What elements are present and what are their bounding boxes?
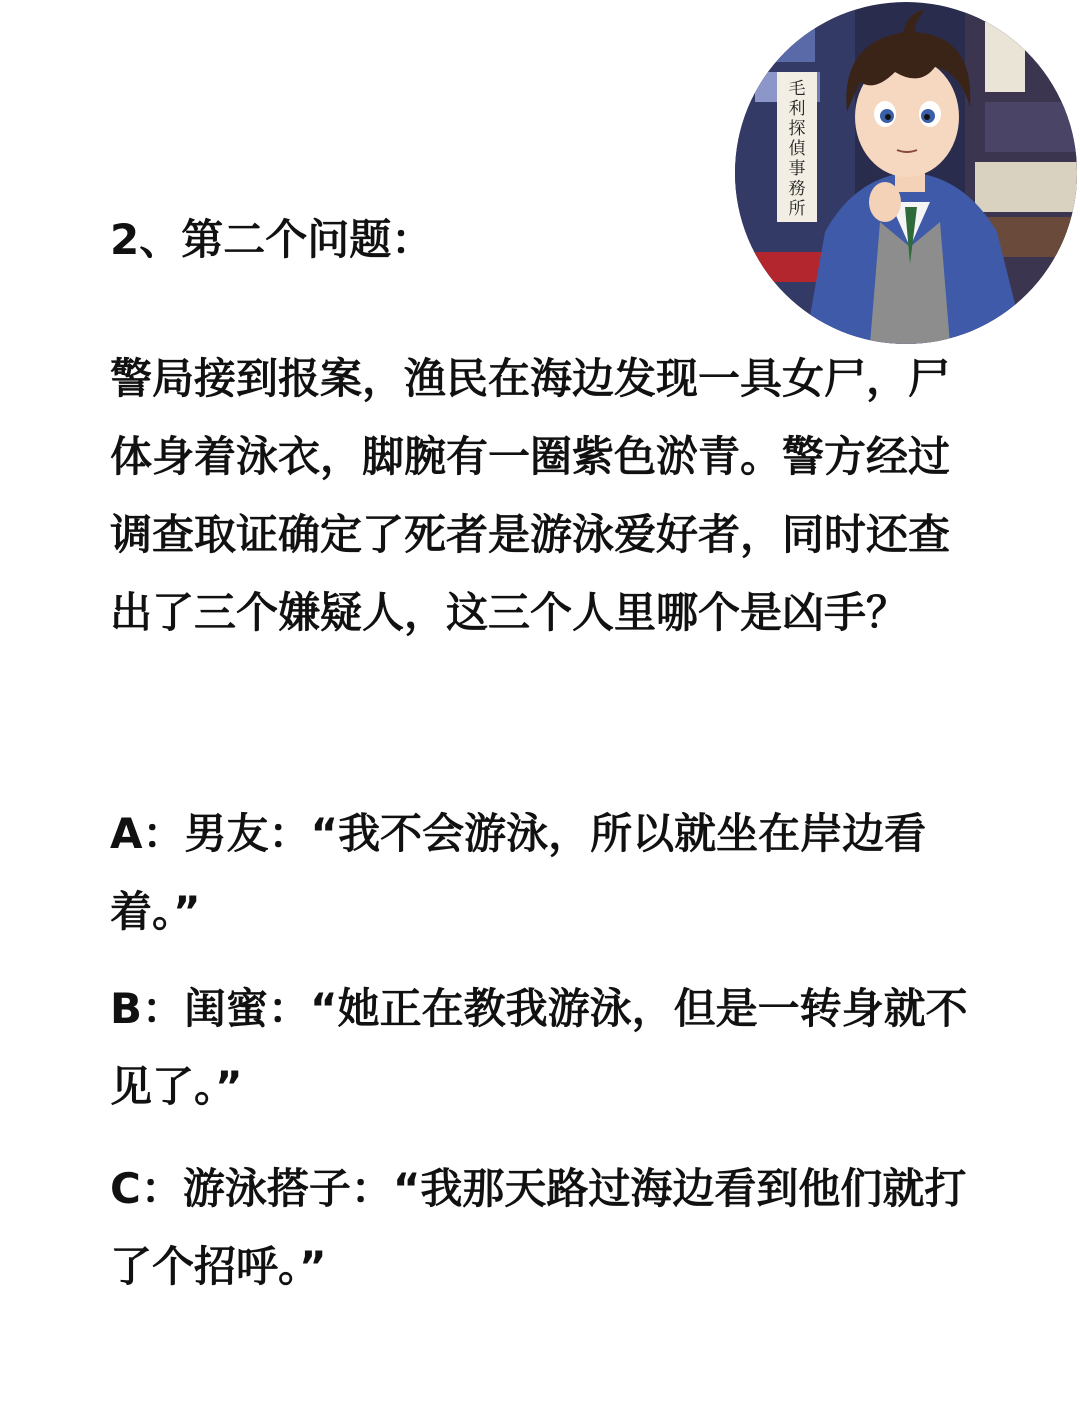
sign-char: 探 — [788, 119, 806, 139]
sign-char: 所 — [788, 199, 806, 219]
sign-char: 事 — [788, 159, 806, 179]
section-heading: 2、第二个问题： — [110, 215, 434, 264]
option-b: B：闺蜜：“她正在教我游泳，但是一转身就不见了。” — [110, 984, 968, 1111]
sign-char: 利 — [788, 99, 806, 119]
case-description: 警局接到报案，渔民在海边发现一具女尸，尸体身着泳衣，脚腕有一圈紫色淤青。警方经过调查取证确定了死者是游泳爱好者，同时还查出了三个嫌疑人，这三个人里哪个是凶手？ — [110, 354, 951, 637]
sign-char: 偵 — [788, 139, 806, 159]
option-c: C：游泳搭子：“我那天路过海边看到他们就打了个招呼。” — [110, 1164, 967, 1291]
option-a: A：男友：“我不会游泳，所以就坐在岸边看着。” — [110, 809, 927, 936]
sign-char: 毛 — [788, 79, 806, 99]
anime-detective-avatar-icon — [735, 2, 1077, 344]
sign-char: 務 — [788, 179, 806, 199]
anime-character-avatar — [735, 2, 1077, 344]
